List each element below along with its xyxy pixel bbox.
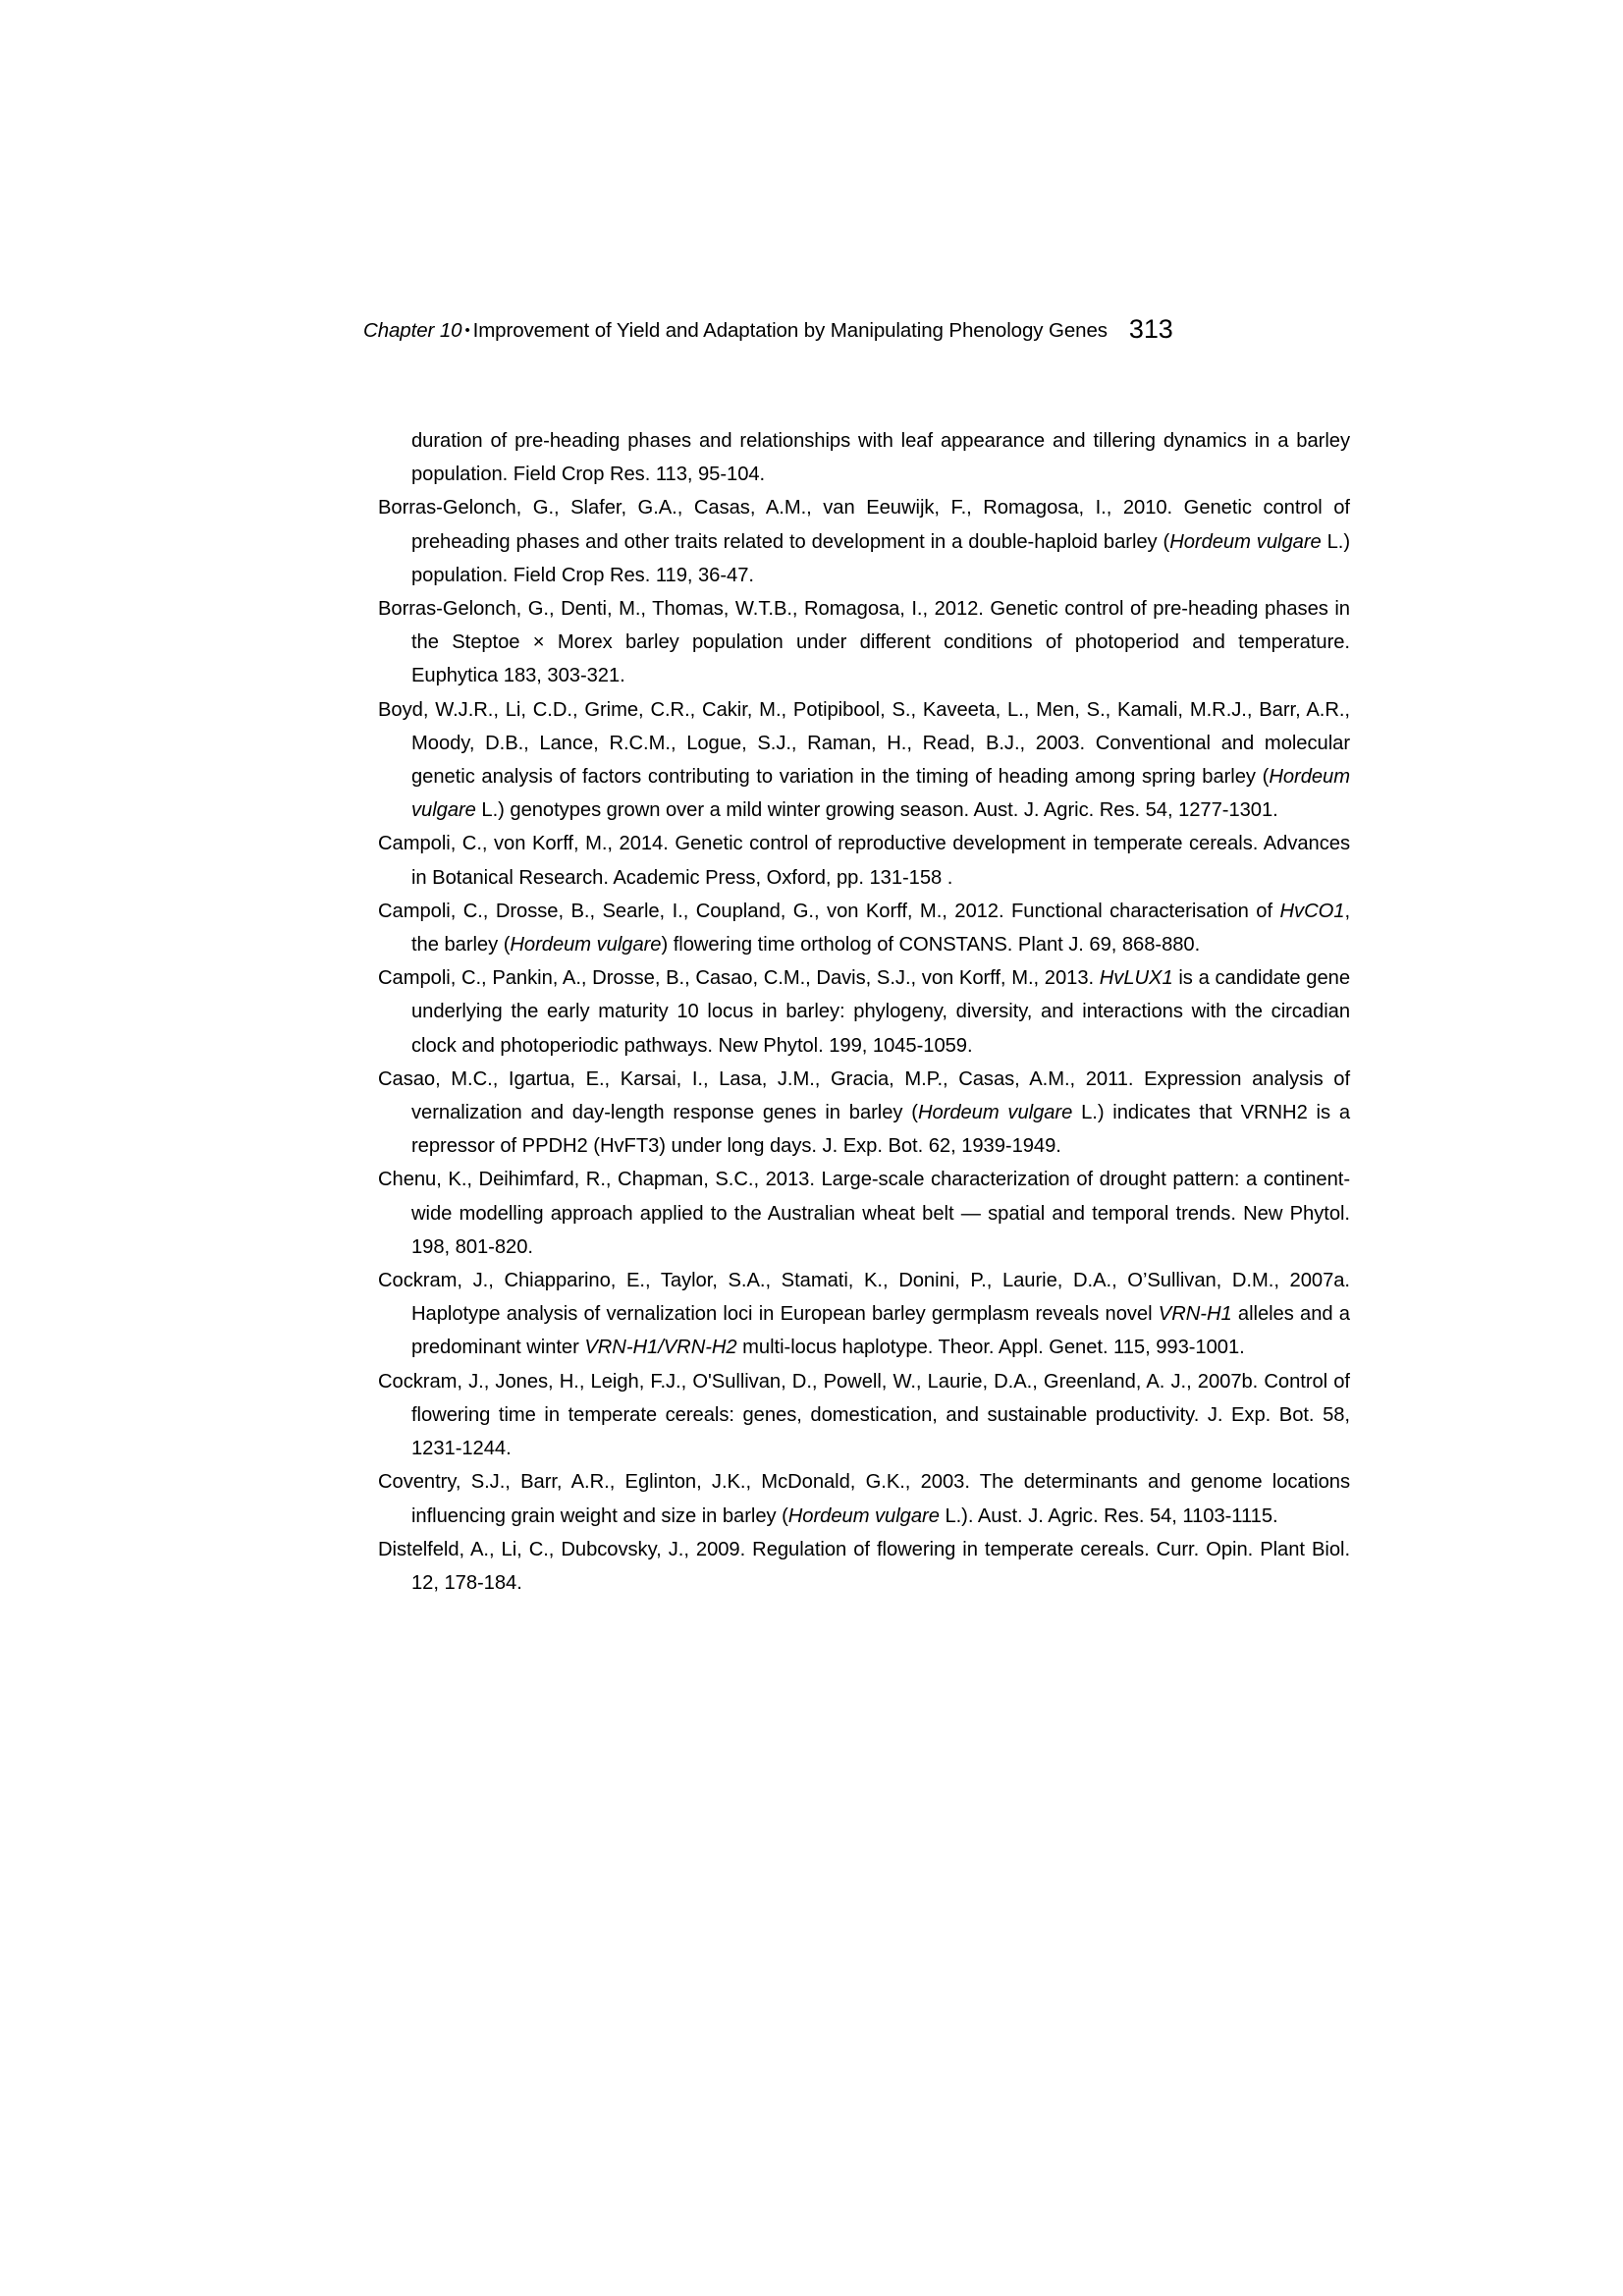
reference-text: is a candidate gene underlying the early maturity 10 locus in barley: phylogeny, diversity, and interactions with the circadian clock and photoperiodic pathways. New Phytol. 199, 1045-1059.: [411, 967, 1350, 1057]
reference-italic-text: Hordeum vulgare: [917, 1102, 1073, 1124]
reference-italic-text: Hordeum vulgare: [510, 934, 662, 957]
reference-text: duration of pre-heading phases and relationships with leaf appearance and tillering dynamics in a barley population. Field Crop Res. 113, 95-104.: [411, 430, 1350, 486]
reference-text: Chenu, K., Deihimfard, R., Chapman, S.C., 2013. Large-scale characterization of drought pattern: a continent-wide modelling approach applied to the Australian wheat belt — spatial and temporal trends. New Phytol. 198, 801-820.: [378, 1169, 1350, 1258]
reference-italic-text: Hordeum vulgare: [787, 1504, 940, 1527]
reference-entry: [378, 827, 1350, 894]
reference-text: Casao, M.C., Igartua, E., Karsai, I., Lasa, J.M., Gracia, M.P., Casas, A.M., 2011. Expression analysis of vernalization and day-length response genes in barley (: [378, 1067, 1350, 1124]
reference-entry: [378, 1063, 1350, 1164]
page-header: [363, 314, 1345, 345]
reference-italic-text: Hordeum vulgare: [1169, 530, 1322, 553]
reference-entry: [378, 491, 1350, 592]
reference-text: Boyd, W.J.R., Li, C.D., Grime, C.R., Cakir, M., Potipibool, S., Kaveeta, L., Men, S., Kamali, M.R.J., Barr, A.R., Moody, D.B., Lance, R.C.M., Logue, S.J., Raman, H., Read, B.J., 2003. Conventional and molecular genetic analysis of factors contributing to variation in the timing of heading among spring barley (: [378, 698, 1350, 789]
reference-text: Borras-Gelonch, G., Slafer, G.A., Casas, A.M., van Eeuwijk, F., Romagosa, I., 2010. Genetic control of preheading phases and other traits related to development in a double-haploid barley (: [378, 497, 1350, 553]
reference-entry: [378, 592, 1350, 693]
reference-italic-text: HvLUX1: [1099, 967, 1173, 990]
reference-text: Coventry, S.J., Barr, A.R., Eglinton, J.K., McDonald, G.K., 2003. The determinants and genome locations influencing grain weight and size in barley (: [378, 1471, 1350, 1527]
reference-list: [378, 424, 1350, 1600]
reference-italic-text: HvCO1: [1279, 900, 1345, 922]
reference-entry: [378, 895, 1350, 961]
reference-text: Cockram, J., Jones, H., Leigh, F.J., O'Sullivan, D., Powell, W., Laurie, D.A., Greenland, A. J., 2007b. Control of flowering time in temperate cereals: genes, domestication, and sustainable productivity. J. Exp. Bot. 58, 1231-1244.: [378, 1370, 1350, 1460]
reference-text: Campoli, C., Pankin, A., Drosse, B., Casao, C.M., Davis, S.J., von Korff, M., 2013.: [378, 967, 1100, 990]
reference-text: multi-locus haplotype. Theor. Appl. Genet. 115, 993-1001.: [736, 1337, 1245, 1359]
reference-entry: [378, 1465, 1350, 1532]
page-title: Improvement of Yield and Adaptation by Manipulating Phenology Genes: [472, 319, 1108, 342]
reference-text: L.). Aust. J. Agric. Res. 54, 1103-1115.: [939, 1504, 1278, 1527]
reference-entry: [378, 1533, 1350, 1600]
reference-entry: [378, 961, 1350, 1063]
reference-text: L.) indicates that VRNH2 is a repressor of PPDH2 (HvFT3) under long days. J. Exp. Bot. 62, 1939-1949.: [411, 1102, 1350, 1158]
reference-entry: [378, 693, 1350, 828]
reference-text: Campoli, C., Drosse, B., Searle, I., Coupland, G., von Korff, M., 2012. Functional characterisation of: [378, 900, 1280, 922]
reference-text: Campoli, C., von Korff, M., 2014. Genetic control of reproductive development in temperate cereals. Advances in Botanical Research. Academic Press, Oxford, pp. 131-158 .: [378, 833, 1350, 889]
reference-text: Borras-Gelonch, G., Denti, M., Thomas, W.T.B., Romagosa, I., 2012. Genetic control of pre-heading phases in the Steptoe × Morex barley population under different conditions of photoperiod and temperature. Euphytica 183, 303-321.: [378, 598, 1350, 687]
reference-entry: [378, 424, 1350, 491]
reference-text: alleles and a predominant winter: [411, 1303, 1350, 1359]
reference-entry: [378, 1365, 1350, 1466]
bullet-separator: •: [464, 322, 470, 339]
reference-text: , the barley (: [411, 900, 1350, 957]
page-number: 313: [1128, 314, 1173, 344]
reference-italic-text: VRN-H1: [1158, 1303, 1232, 1326]
reference-entry: [378, 1264, 1350, 1365]
reference-text: ) flowering time ortholog of CONSTANS. Plant J. 69, 868-880.: [661, 934, 1201, 957]
reference-text: Cockram, J., Chiapparino, E., Taylor, S.A., Stamati, K., Donini, P., Laurie, D.A., O’Sullivan, D.M., 2007a. Haplotype analysis of vernalization loci in European barley germplasm reveals novel: [378, 1270, 1350, 1326]
reference-entry: [378, 1163, 1350, 1264]
reference-text: Distelfeld, A., Li, C., Dubcovsky, J., 2009. Regulation of flowering in temperate cereals. Curr. Opin. Plant Biol. 12, 178-184.: [378, 1538, 1350, 1594]
reference-italic-text: VRN-H1/VRN-H2: [584, 1337, 737, 1359]
reference-text: L.) genotypes grown over a mild winter growing season. Aust. J. Agric. Res. 54, 1277-1301.: [475, 799, 1278, 822]
reference-italic-text: Hordeum vulgare: [411, 766, 1350, 822]
reference-text: L.) population. Field Crop Res. 119, 36-47.: [411, 530, 1351, 586]
chapter-label: Chapter 10: [363, 319, 462, 342]
